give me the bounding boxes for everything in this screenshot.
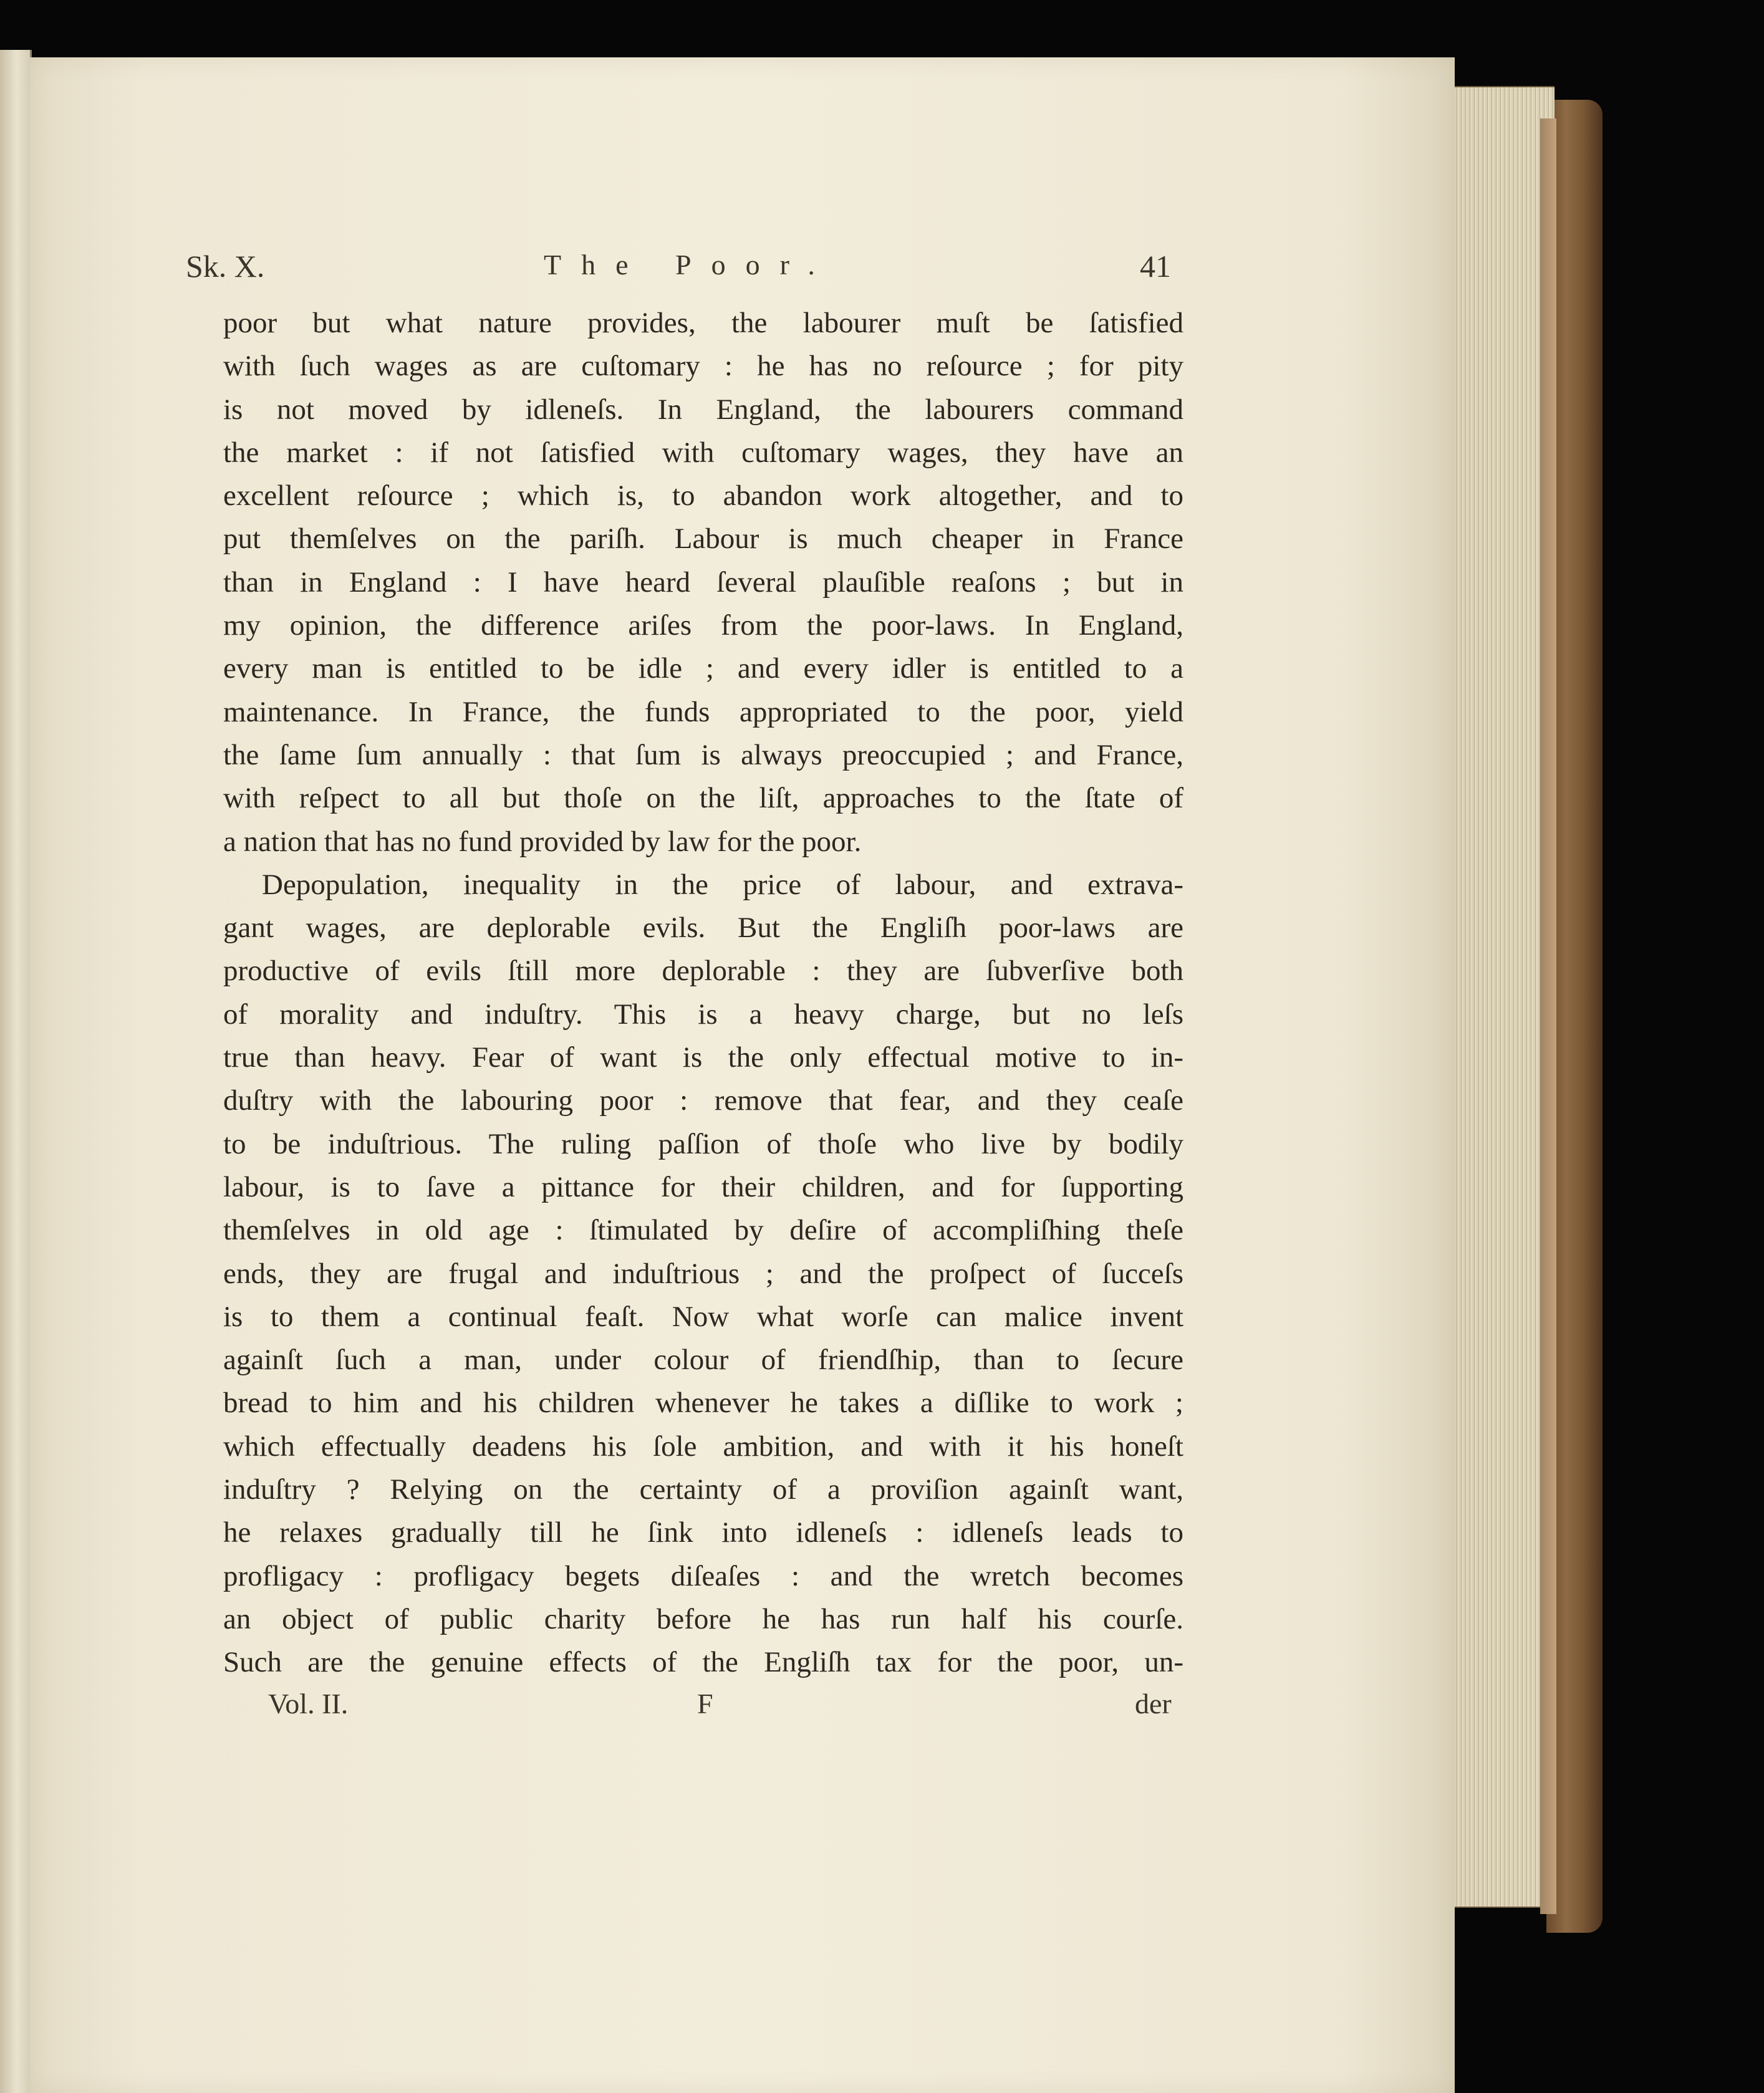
text-line: productive of evils ſtill more deplorable : they are ſubverſive both — [223, 955, 1183, 988]
text-line: to be induſtrious. The ruling paſſion of thoſe who live by bodily — [223, 1127, 1183, 1160]
facing-page-edge — [0, 50, 32, 2093]
text-line: ends, they are frugal and induſtrious ; and the proſpect of ſucceſs — [223, 1257, 1183, 1290]
text-line: than in England : I have heard ſeveral plauſible reaſons ; but in — [223, 565, 1183, 599]
text-line: a nation that has no fund provided by law for the poor. — [223, 825, 862, 858]
text-line: he relaxes gradually till he ſink into idleneſs : idleneſs leads to — [223, 1516, 1183, 1549]
text-line: which effectually deadens his ſole ambition, and with it his honeſt — [223, 1430, 1183, 1463]
footer-volume: Vol. II. — [268, 1688, 349, 1720]
body-text — [223, 302, 1183, 1685]
text-line: againſt ſuch a man, under colour of friendſhip, than to ſecure — [223, 1344, 1183, 1377]
text-line: bread to him and his children whenever he takes a diſlike to work ; — [223, 1387, 1183, 1420]
cover-turn-in — [1540, 118, 1556, 1914]
text-line: with ſuch wages as are cuſtomary : he has no reſource ; for pity — [223, 350, 1183, 383]
stacked-page-edges — [1455, 86, 1554, 1908]
text-line: is not moved by idleneſs. In England, the labourers command — [223, 393, 1183, 426]
text-line: my opinion, the difference ariſes from the poor-laws. In England, — [223, 609, 1183, 642]
text-line: gant wages, are deplorable evils. But the Engliſh poor-laws are — [223, 912, 1183, 945]
page-number: 41 — [1140, 249, 1171, 284]
footer-signature: F — [697, 1688, 713, 1720]
text-line: of morality and induſtry. This is a heavy charge, but no leſs — [223, 998, 1183, 1031]
text-line: every man is entitled to be idle ; and every idler is entitled to a — [223, 652, 1183, 685]
running-head-title: The Poor. — [544, 249, 835, 281]
text-line: excellent reſource ; which is, to abandon work altogether, and to — [223, 479, 1183, 512]
running-head-section: Sk. X. — [186, 249, 265, 284]
text-line: the market : if not ſatisfied with cuſtomary wages, they have an — [223, 436, 1183, 469]
text-line: the ſame ſum annually : that ſum is always preoccupied ; and France, — [223, 738, 1183, 771]
text-line: duſtry with the labouring poor : remove that fear, and they ceaſe — [223, 1084, 1183, 1117]
footer-catchword: der — [1135, 1688, 1172, 1720]
text-line: with reſpect to all but thoſe on the liſt, approaches to the ſtate of — [223, 782, 1183, 815]
text-line: an object of public charity before he has run half his courſe. — [223, 1602, 1183, 1635]
text-line: labour, is to ſave a pittance for their children, and for ſupporting — [223, 1170, 1183, 1203]
text-line: Depopulation, inequality in the price of labour, and extrava- — [262, 868, 1183, 901]
text-line: induſtry ? Relying on the certainty of a proviſion againſt want, — [223, 1473, 1183, 1506]
text-line: themſelves in old age : ſtimulated by deſire of accompliſhing theſe — [223, 1214, 1183, 1247]
text-line: Such are the genuine effects of the Engliſh tax for the poor, un- — [223, 1646, 1183, 1679]
text-line: true than heavy. Fear of want is the only effectual motive to in- — [223, 1041, 1183, 1074]
text-line: put themſelves on the pariſh. Labour is much cheaper in France — [223, 522, 1183, 556]
text-line: is to them a continual feaſt. Now what worſe can malice invent — [223, 1300, 1183, 1333]
text-line: maintenance. In France, the funds appropriated to the poor, yield — [223, 695, 1183, 728]
text-line: poor but what nature provides, the labourer muſt be ſatisfied — [223, 307, 1183, 339]
text-line: profligacy : profligacy begets diſeaſes : and the wretch becomes — [223, 1559, 1183, 1592]
